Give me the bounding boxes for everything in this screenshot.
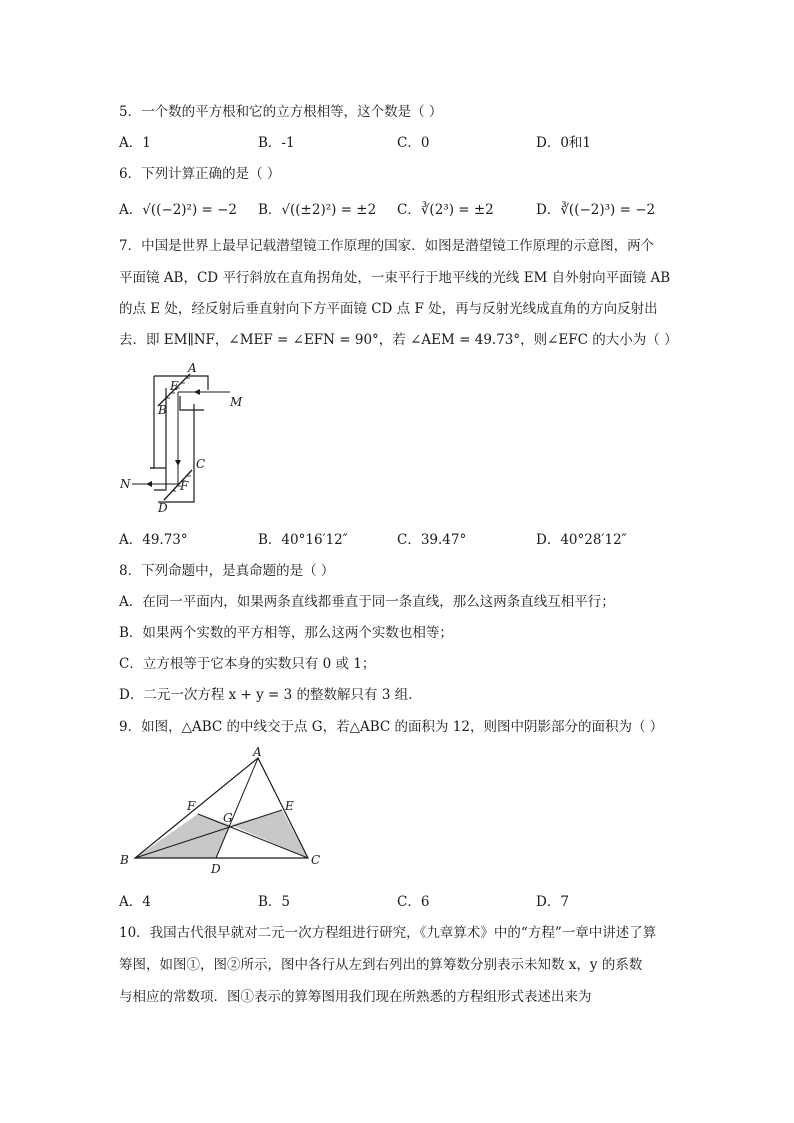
q10-line-3: 与相应的常数项．图①表示的算筹图用我们现在所熟悉的方程组形式表述出来为	[119, 989, 592, 1005]
label-a: A	[188, 361, 197, 375]
q10-line-1: 10．我国古代很早就对二元一次方程组进行研究，《九章算术》中的“方程”一章中讲述了算	[119, 925, 657, 941]
label-b: B	[120, 853, 129, 867]
q7-option-b: B．40°16′12″	[258, 532, 348, 548]
label-c: C	[196, 457, 206, 471]
q6-option-b: B．√((±2)²) = ±2	[258, 202, 377, 218]
label-f: F	[180, 479, 189, 493]
q6-stem: 6．下列计算正确的是（ ）	[119, 166, 281, 182]
q9-stem: 9．如图，△ABC 的中线交于点 G，若△ABC 的面积为 12，则图中阴影部分的面积为（ ）	[119, 719, 664, 735]
q8-option-c: C．立方根等于它本身的实数只有 0 或 1；	[119, 656, 376, 672]
median-ad	[216, 758, 258, 858]
q7-option-c: C．39.47°	[397, 532, 467, 548]
q8-option-b: B．如果两个实数的平方相等，那么这两个实数也相等；	[119, 625, 453, 641]
q6-option-d: D．∛((−2)³) = −2	[536, 202, 656, 218]
q9-option-c: C．6	[397, 894, 430, 910]
label-g: G	[223, 811, 233, 825]
q7-line-2: 平面镜 AB，CD 平行斜放在直角拐角处，一束平行于地平线的光线 EM 自外射向平面镜 AB	[119, 270, 671, 286]
q8-option-a: A．在同一平面内，如果两条直线都垂直于同一条直线，那么这两条直线互相平行；	[119, 594, 615, 610]
label-e: E	[170, 379, 179, 393]
q5-option-d: D．0和1	[536, 135, 592, 151]
periscope-left-outer-wall	[150, 376, 154, 468]
ray-me-arrow	[194, 389, 200, 395]
label-b: B	[158, 403, 167, 417]
q7-line-4: 去．即 EM∥NF，∠MEF = ∠EFN = 90°，若 ∠AEM = 49.73°，则∠EFC 的大小为（ ）	[119, 332, 678, 348]
q5-stem: 5．一个数的平方根和它的立方根相等，这个数是（ ）	[119, 104, 443, 120]
q9-option-a: A．4	[119, 894, 151, 910]
q6-option-c: C．∛(2³) = ±2	[397, 202, 494, 218]
label-c: C	[311, 853, 321, 867]
q5-option-a: A．1	[119, 135, 151, 151]
ray-fn-arrow	[146, 481, 152, 487]
q9-option-b: B．5	[258, 894, 291, 910]
label-m: M	[230, 395, 243, 409]
q8-stem: 8．下列命题中，是真命题的是（ ）	[119, 563, 335, 579]
periscope-bottom-wall	[154, 468, 166, 490]
q10-line-2: 筹图，如图①，图②所示，图中各行从左到右列出的算筹数分别表示未知数 x，y 的系数	[119, 957, 643, 973]
triangle-figure	[115, 746, 335, 878]
q7-line-1: 7．中国是世界上最早记载潜望镜工作原理的国家．如图是潜望镜工作原理的示意图，两个	[119, 238, 655, 254]
label-n: N	[120, 477, 131, 491]
periscope-right-inner-wall	[180, 396, 204, 410]
q5-option-c: C．0	[397, 135, 430, 151]
label-a: A	[253, 746, 262, 759]
label-d: D	[158, 501, 168, 515]
q5-option-b: B．-1	[258, 135, 295, 151]
q7-line-3: 的点 E 处，经反射后垂直射向下方平面镜 CD 点 F 处，再与反射光线成直角的方向反射出	[119, 301, 658, 317]
label-d: D	[211, 862, 221, 876]
q9-option-d: D．7	[536, 894, 569, 910]
periscope-figure	[118, 360, 258, 520]
q6-option-a: A．√((−2)²) = −2	[119, 202, 238, 218]
shaded-region-left	[135, 814, 231, 858]
ray-ef-arrow	[175, 460, 181, 466]
q7-option-a: A．49.73°	[119, 532, 188, 548]
label-f: F	[187, 799, 196, 813]
q7-option-d: D．40°28′12″	[536, 532, 627, 548]
label-e: E	[285, 799, 294, 813]
q8-option-d: D．二元一次方程 x + y = 3 的整数解只有 3 组．	[119, 687, 422, 703]
